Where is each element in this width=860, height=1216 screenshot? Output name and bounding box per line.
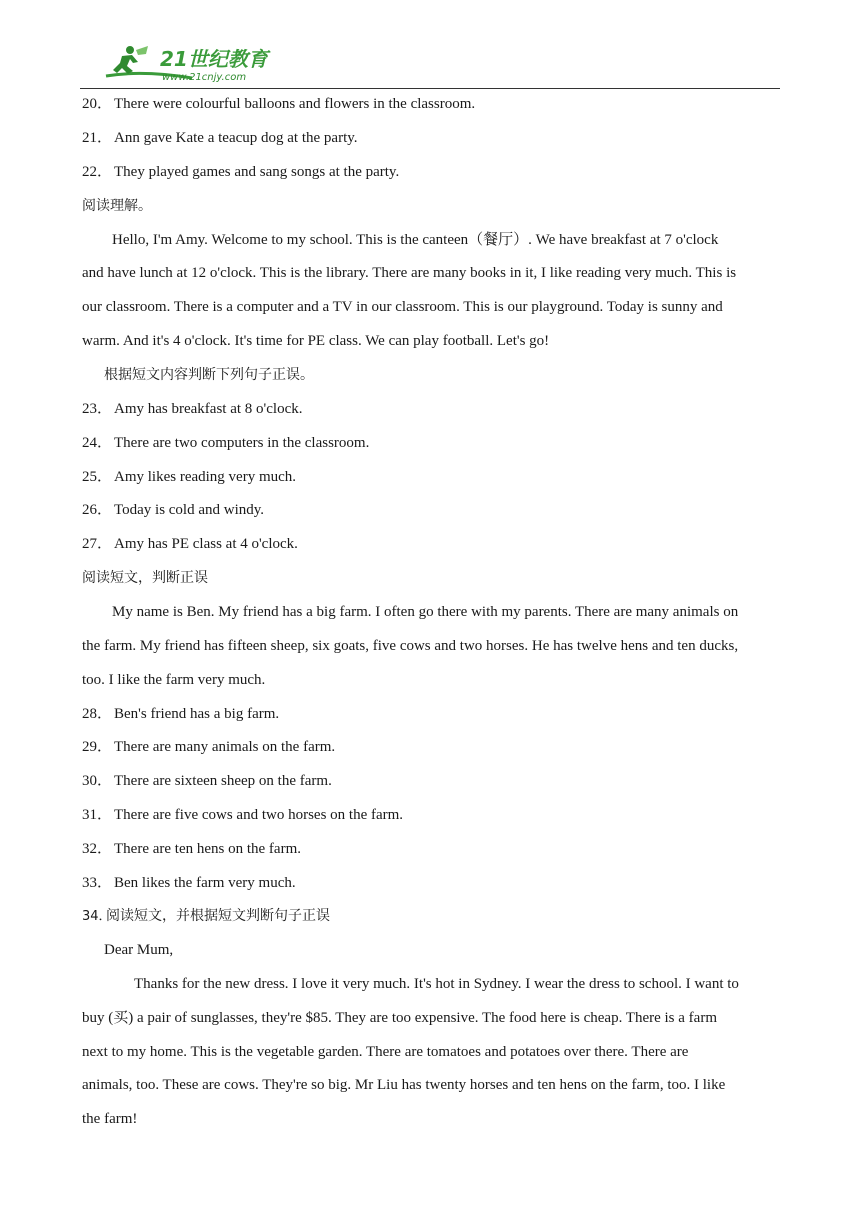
passage-line: the farm. My friend has fifteen sheep, six goats, five cows and two horses. He has twelve hens and ten ducks, [82, 638, 739, 654]
passage-line: Hello, I'm Amy. Welcome to my school. This is the canteen（餐厅）. We have breakfast at 7 o'clock [112, 232, 719, 248]
passage-line: the farm! [82, 1111, 138, 1127]
passage-line: buy (买) a pair of sunglasses, they're $85. They are too expensive. The food here is cheap. There is a farm [82, 1010, 717, 1026]
question-text: There are two computers in the classroom. [114, 435, 370, 451]
instruction-text: 根据短文内容判断下列句子正误。 [104, 367, 314, 383]
question-number: 27． [82, 536, 113, 552]
question-item [82, 399, 302, 419]
question-number: 29． [82, 739, 113, 755]
passage-line: and have lunch at 12 o'clock. This is the library. There are many books in it, I like reading very much. This is [82, 265, 737, 281]
question-item [82, 771, 332, 791]
question-item [82, 128, 358, 148]
question-number: 25． [82, 469, 113, 485]
logo-brand-text: 21世纪教育 [160, 47, 268, 71]
question-number: 28． [82, 706, 113, 722]
question-text: There are five cows and two horses on the farm. [114, 807, 404, 823]
question-text: Amy likes reading very much. [114, 469, 297, 485]
passage-line: My name is Ben. My friend has a big farm. I often go there with my parents. There are many animals on [112, 604, 739, 620]
passage-line: too. I like the farm very much. [82, 672, 266, 688]
logo-url-text: www.21cnjy.com [162, 72, 247, 83]
question-text: There are ten hens on the farm. [114, 841, 301, 857]
question-text: There are many animals on the farm. [114, 739, 336, 755]
passage-line: animals, too. These are cows. They're so big. Mr Liu has twenty horses and ten hens on the farm, too. I like [82, 1077, 726, 1093]
passage-line: next to my home. This is the vegetable garden. There are tomatoes and potatoes over there. There are [82, 1044, 689, 1060]
question-item [82, 873, 296, 893]
question-number: 32． [82, 841, 113, 857]
passage-line: our classroom. There is a computer and a TV in our classroom. This is our playground. Today is sunny and [82, 299, 723, 315]
question-item [82, 94, 475, 114]
question-number: 33． [82, 875, 113, 891]
question-text: There were colourful balloons and flowers in the classroom. [114, 96, 476, 112]
question-item [82, 737, 335, 757]
question-item [82, 534, 298, 554]
question-item [82, 704, 279, 724]
section-title: 阅读短文，并根据短文判断句子正误 [106, 908, 330, 924]
question-number: 22． [82, 164, 113, 180]
question-item [82, 467, 296, 487]
question-number: 26． [82, 502, 113, 518]
letter-greeting: Dear Mum, [104, 942, 174, 958]
question-item [82, 433, 369, 453]
question-number: 24． [82, 435, 113, 451]
question-text: Ben likes the farm very much. [114, 875, 296, 891]
question-number: 34． [82, 909, 112, 924]
question-text: There are sixteen sheep on the farm. [114, 773, 332, 789]
question-text: Today is cold and windy. [114, 502, 265, 518]
question-text: Amy has breakfast at 8 o'clock. [114, 401, 303, 417]
page-header [80, 40, 780, 89]
question-item [82, 805, 403, 825]
question-text: Amy has PE class at 4 o'clock. [114, 536, 298, 552]
question-item [82, 162, 399, 182]
question-number: 30． [82, 773, 113, 789]
site-logo [102, 42, 272, 86]
question-text: They played games and sang songs at the party. [114, 164, 400, 180]
question-number: 21． [82, 130, 113, 146]
question-number: 23． [82, 401, 113, 417]
section-title: 阅读理解。 [82, 198, 152, 214]
question-text: Ann gave Kate a teacup dog at the party. [114, 130, 358, 146]
question-number: 31． [82, 807, 113, 823]
question-item [82, 500, 264, 520]
question-text: Ben's friend has a big farm. [114, 706, 280, 722]
section-title-row [82, 906, 330, 927]
question-item [82, 839, 301, 859]
runner-icon [113, 46, 148, 74]
passage-line: Thanks for the new dress. I love it very much. It's hot in Sydney. I wear the dress to school. I want to [134, 976, 739, 992]
section-title: 阅读短文，判断正误 [82, 570, 208, 586]
question-number: 20． [82, 96, 113, 112]
passage-line: warm. And it's 4 o'clock. It's time for PE class. We can play football. Let's go! [82, 333, 550, 349]
